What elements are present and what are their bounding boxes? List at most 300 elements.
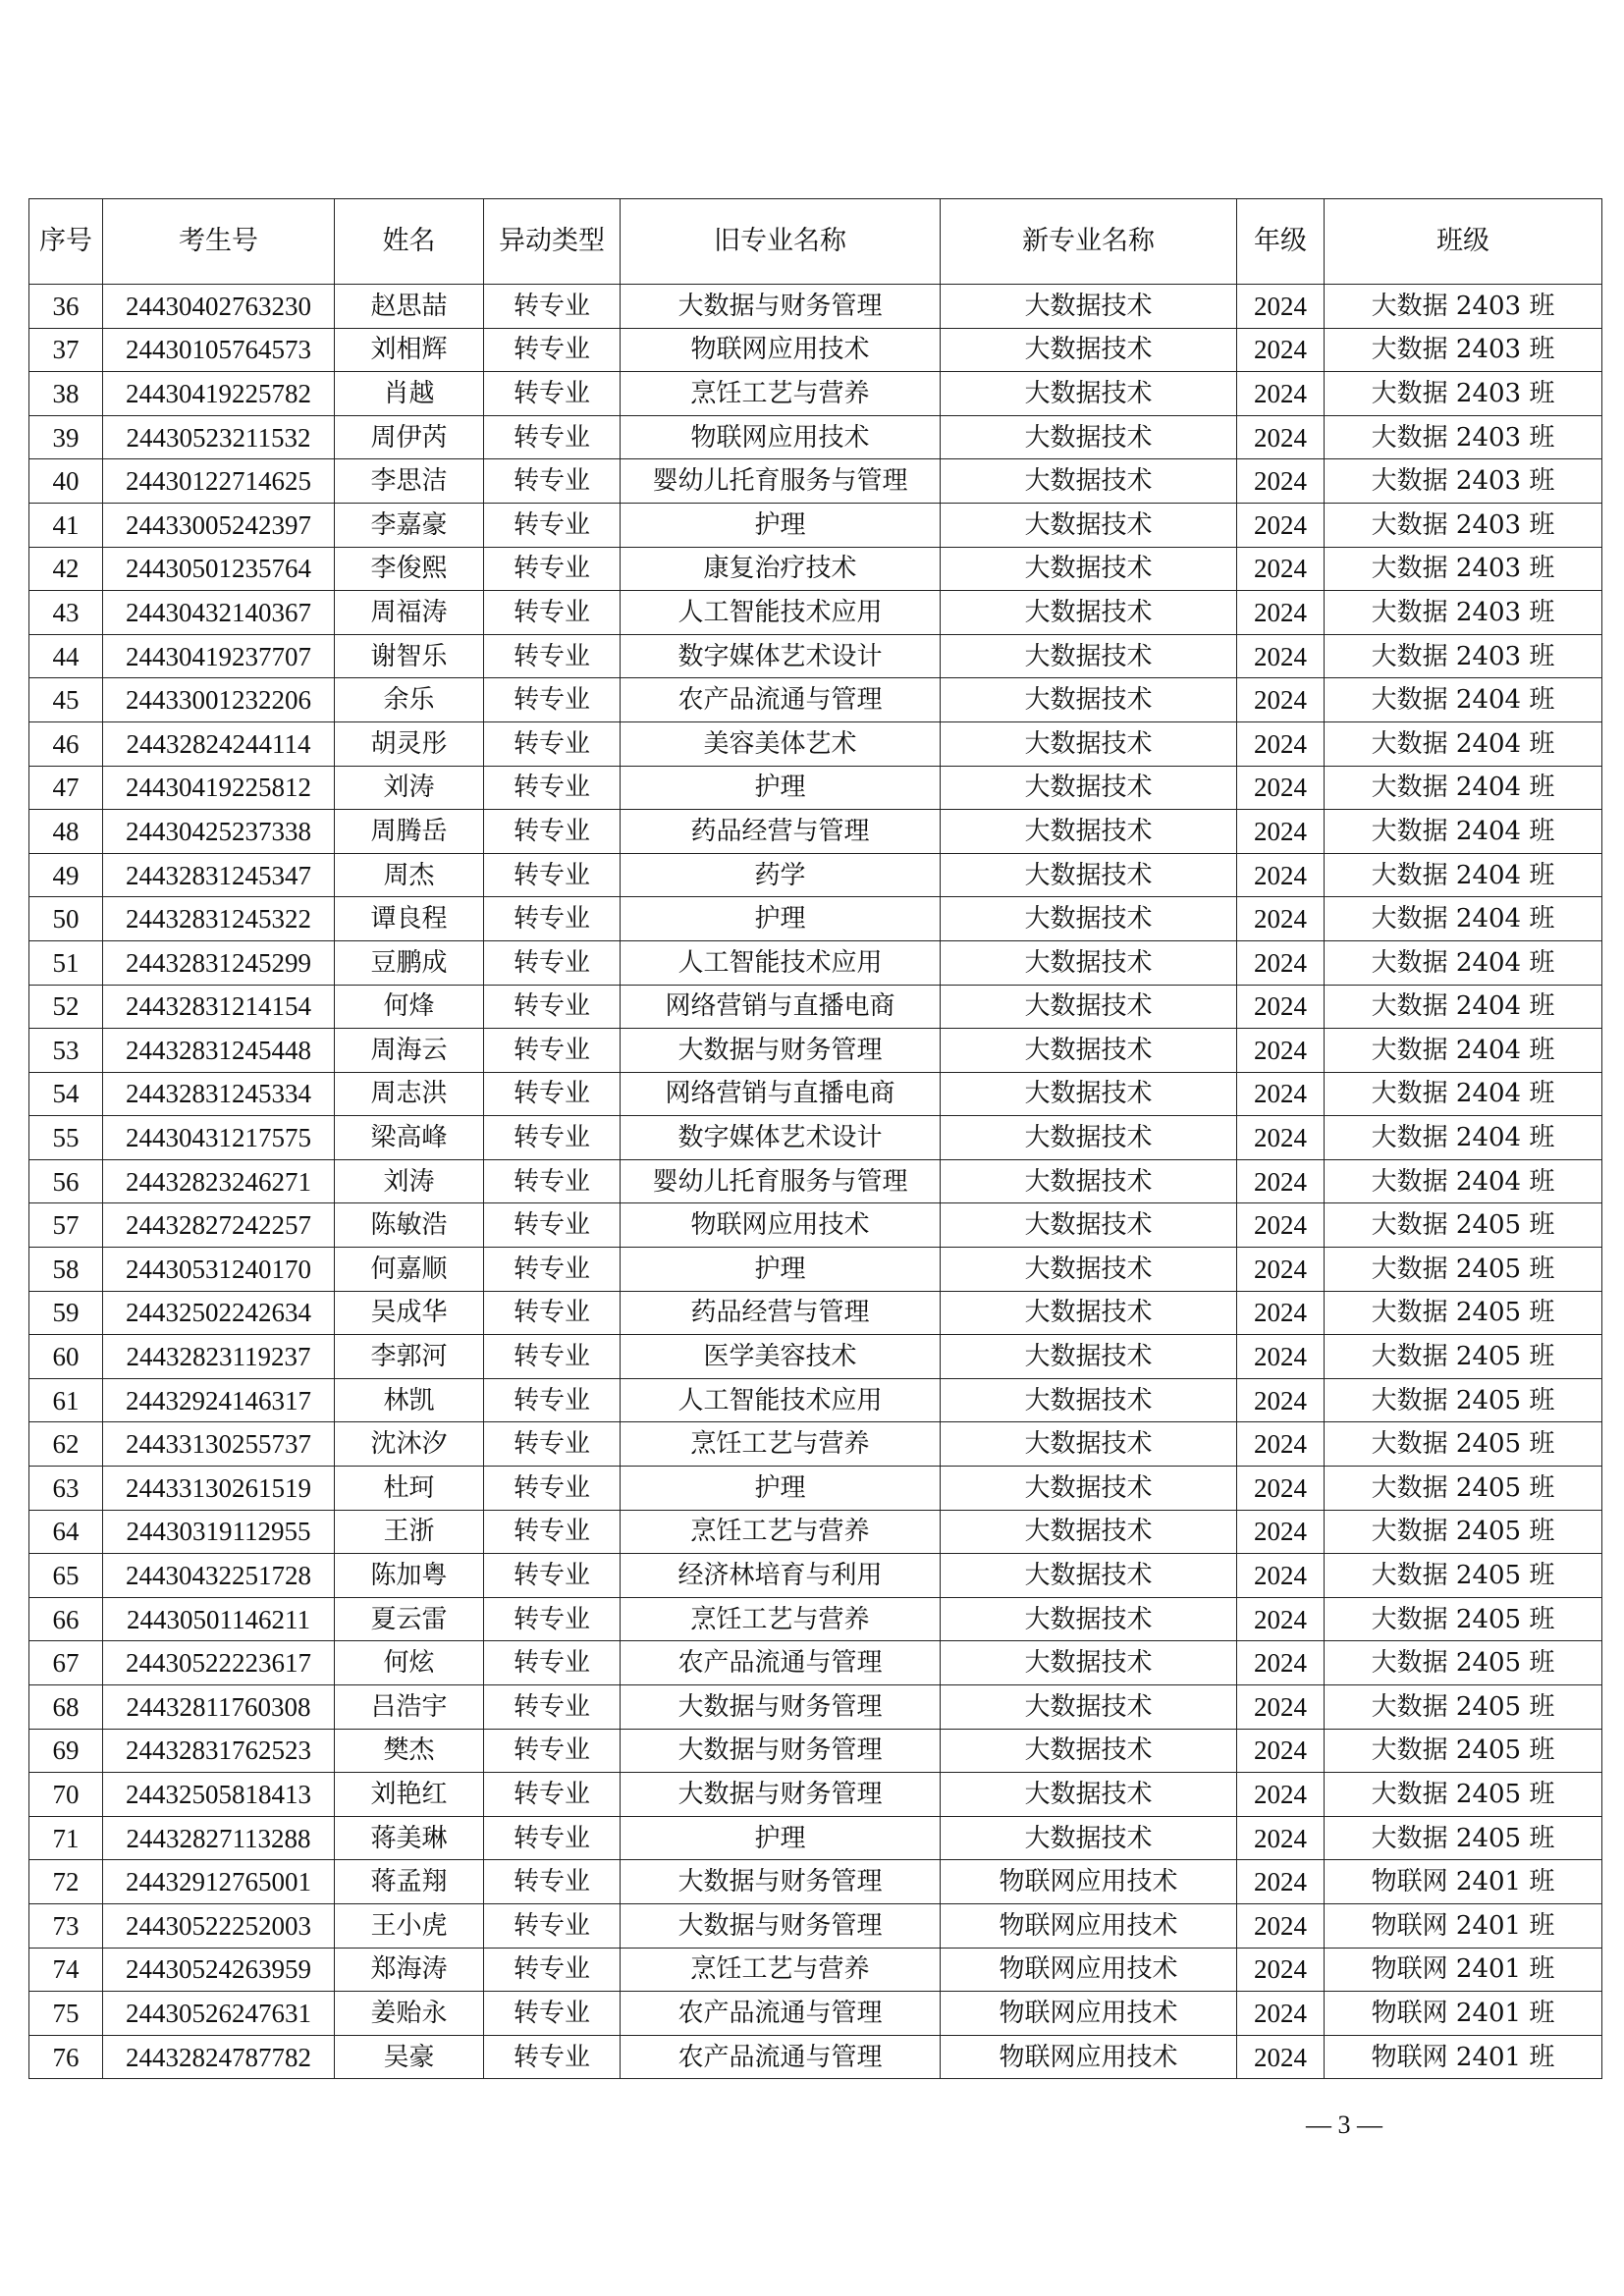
cell-old-major: 烹饪工艺与营养 [621, 1597, 941, 1641]
cell-name: 林凯 [335, 1378, 484, 1422]
cell-new-major: 大数据技术 [941, 678, 1237, 722]
cell-exam-id: 24432912765001 [103, 1860, 335, 1904]
cell-name: 李俊熙 [335, 547, 484, 591]
table-row [29, 285, 1602, 329]
header-change-type: 异动类型 [484, 199, 621, 285]
cell-grade: 2024 [1237, 1685, 1325, 1730]
table-row [29, 634, 1602, 678]
cell-name: 刘涛 [335, 766, 484, 810]
cell-old-major: 护理 [621, 1467, 941, 1511]
cell-class: 大数据 2404 班 [1325, 1072, 1602, 1116]
cell-class: 大数据 2404 班 [1325, 810, 1602, 854]
cell-grade: 2024 [1237, 1729, 1325, 1773]
cell-seq: 46 [29, 721, 103, 766]
cell-seq: 49 [29, 853, 103, 897]
cell-grade: 2024 [1237, 285, 1325, 329]
cell-exam-id: 24430419225782 [103, 372, 335, 416]
cell-grade: 2024 [1237, 328, 1325, 372]
cell-grade: 2024 [1237, 1116, 1325, 1160]
cell-new-major: 大数据技术 [941, 1816, 1237, 1860]
table-header-row [29, 199, 1602, 285]
cell-change-type: 转专业 [484, 547, 621, 591]
header-old-major: 旧专业名称 [621, 199, 941, 285]
cell-name: 胡灵彤 [335, 721, 484, 766]
cell-change-type: 转专业 [484, 1335, 621, 1379]
cell-seq: 71 [29, 1816, 103, 1860]
cell-class: 大数据 2405 班 [1325, 1510, 1602, 1554]
cell-old-major: 大数据与财务管理 [621, 285, 941, 329]
cell-name: 李思洁 [335, 459, 484, 504]
cell-old-major: 人工智能技术应用 [621, 591, 941, 635]
cell-new-major: 大数据技术 [941, 1685, 1237, 1730]
cell-new-major: 大数据技术 [941, 1378, 1237, 1422]
cell-change-type: 转专业 [484, 721, 621, 766]
cell-change-type: 转专业 [484, 1641, 621, 1685]
cell-seq: 76 [29, 2035, 103, 2079]
cell-new-major: 大数据技术 [941, 1729, 1237, 1773]
cell-exam-id: 24430319112955 [103, 1510, 335, 1554]
cell-class: 大数据 2404 班 [1325, 1159, 1602, 1203]
cell-seq: 75 [29, 1992, 103, 2036]
cell-exam-id: 24432824244114 [103, 721, 335, 766]
cell-name: 余乐 [335, 678, 484, 722]
cell-grade: 2024 [1237, 1422, 1325, 1467]
cell-new-major: 大数据技术 [941, 372, 1237, 416]
table-row [29, 721, 1602, 766]
cell-new-major: 大数据技术 [941, 1773, 1237, 1817]
cell-class: 大数据 2405 班 [1325, 1248, 1602, 1292]
header-class: 班级 [1325, 199, 1602, 285]
cell-grade: 2024 [1237, 1467, 1325, 1511]
cell-class: 物联网 2401 班 [1325, 1860, 1602, 1904]
table-row [29, 547, 1602, 591]
cell-name: 刘艳红 [335, 1773, 484, 1817]
cell-exam-id: 24430522252003 [103, 1903, 335, 1948]
cell-seq: 40 [29, 459, 103, 504]
cell-name: 谢智乐 [335, 634, 484, 678]
cell-name: 刘相辉 [335, 328, 484, 372]
cell-seq: 38 [29, 372, 103, 416]
cell-old-major: 护理 [621, 766, 941, 810]
table-row [29, 459, 1602, 504]
cell-change-type: 转专业 [484, 1597, 621, 1641]
cell-exam-id: 24432831214154 [103, 985, 335, 1029]
cell-old-major: 网络营销与直播电商 [621, 1072, 941, 1116]
cell-name: 豆鹏成 [335, 940, 484, 985]
cell-seq: 65 [29, 1554, 103, 1598]
cell-class: 物联网 2401 班 [1325, 1992, 1602, 2036]
cell-new-major: 大数据技术 [941, 415, 1237, 459]
cell-old-major: 护理 [621, 503, 941, 547]
cell-exam-id: 24433005242397 [103, 503, 335, 547]
cell-name: 吴成华 [335, 1291, 484, 1335]
cell-exam-id: 24430402763230 [103, 285, 335, 329]
cell-seq: 57 [29, 1203, 103, 1248]
cell-grade: 2024 [1237, 1597, 1325, 1641]
cell-exam-id: 24430501146211 [103, 1597, 335, 1641]
cell-old-major: 烹饪工艺与营养 [621, 1422, 941, 1467]
cell-new-major: 大数据技术 [941, 721, 1237, 766]
cell-new-major: 物联网应用技术 [941, 1860, 1237, 1904]
cell-change-type: 转专业 [484, 372, 621, 416]
cell-seq: 44 [29, 634, 103, 678]
cell-new-major: 大数据技术 [941, 1116, 1237, 1160]
cell-old-major: 物联网应用技术 [621, 1203, 941, 1248]
cell-grade: 2024 [1237, 1159, 1325, 1203]
cell-seq: 41 [29, 503, 103, 547]
cell-new-major: 大数据技术 [941, 328, 1237, 372]
table-row [29, 1159, 1602, 1203]
cell-old-major: 烹饪工艺与营养 [621, 372, 941, 416]
cell-exam-id: 24432823246271 [103, 1159, 335, 1203]
cell-change-type: 转专业 [484, 985, 621, 1029]
cell-new-major: 大数据技术 [941, 1291, 1237, 1335]
cell-change-type: 转专业 [484, 1116, 621, 1160]
cell-old-major: 数字媒体艺术设计 [621, 1116, 941, 1160]
table-row [29, 678, 1602, 722]
cell-change-type: 转专业 [484, 766, 621, 810]
cell-seq: 68 [29, 1685, 103, 1730]
cell-seq: 66 [29, 1597, 103, 1641]
table-row [29, 1335, 1602, 1379]
cell-class: 物联网 2401 班 [1325, 1948, 1602, 1992]
cell-old-major: 烹饪工艺与营养 [621, 1948, 941, 1992]
table-row [29, 1029, 1602, 1073]
cell-exam-id: 24430425237338 [103, 810, 335, 854]
cell-grade: 2024 [1237, 1291, 1325, 1335]
cell-grade: 2024 [1237, 897, 1325, 941]
cell-new-major: 大数据技术 [941, 1159, 1237, 1203]
cell-new-major: 大数据技术 [941, 1554, 1237, 1598]
cell-grade: 2024 [1237, 1903, 1325, 1948]
cell-grade: 2024 [1237, 1203, 1325, 1248]
table-row [29, 503, 1602, 547]
table-row [29, 1641, 1602, 1685]
cell-grade: 2024 [1237, 1510, 1325, 1554]
cell-class: 大数据 2403 班 [1325, 415, 1602, 459]
cell-change-type: 转专业 [484, 2035, 621, 2079]
cell-exam-id: 24432831245322 [103, 897, 335, 941]
cell-change-type: 转专业 [484, 1072, 621, 1116]
cell-exam-id: 24432824787782 [103, 2035, 335, 2079]
cell-exam-id: 24432924146317 [103, 1378, 335, 1422]
cell-exam-id: 24430522223617 [103, 1641, 335, 1685]
table-row [29, 1992, 1602, 2036]
cell-change-type: 转专业 [484, 415, 621, 459]
table-row [29, 415, 1602, 459]
cell-name: 陈加粤 [335, 1554, 484, 1598]
cell-name: 梁高峰 [335, 1116, 484, 1160]
header-new-major: 新专业名称 [941, 199, 1237, 285]
cell-name: 何炫 [335, 1641, 484, 1685]
cell-old-major: 美容美体艺术 [621, 721, 941, 766]
cell-change-type: 转专业 [484, 1291, 621, 1335]
cell-change-type: 转专业 [484, 1159, 621, 1203]
cell-change-type: 转专业 [484, 1685, 621, 1730]
cell-seq: 63 [29, 1467, 103, 1511]
cell-grade: 2024 [1237, 372, 1325, 416]
cell-grade: 2024 [1237, 1641, 1325, 1685]
cell-name: 周腾岳 [335, 810, 484, 854]
cell-name: 刘涛 [335, 1159, 484, 1203]
cell-class: 大数据 2405 班 [1325, 1685, 1602, 1730]
table-row [29, 766, 1602, 810]
cell-class: 大数据 2403 班 [1325, 328, 1602, 372]
cell-seq: 73 [29, 1903, 103, 1948]
cell-name: 夏云雷 [335, 1597, 484, 1641]
cell-seq: 69 [29, 1729, 103, 1773]
table-row [29, 372, 1602, 416]
cell-change-type: 转专业 [484, 1948, 621, 1992]
cell-change-type: 转专业 [484, 1773, 621, 1817]
cell-grade: 2024 [1237, 1072, 1325, 1116]
cell-new-major: 大数据技术 [941, 853, 1237, 897]
cell-new-major: 大数据技术 [941, 1422, 1237, 1467]
cell-old-major: 人工智能技术应用 [621, 940, 941, 985]
cell-seq: 74 [29, 1948, 103, 1992]
cell-new-major: 物联网应用技术 [941, 1948, 1237, 1992]
cell-old-major: 婴幼儿托育服务与管理 [621, 1159, 941, 1203]
cell-change-type: 转专业 [484, 503, 621, 547]
cell-seq: 36 [29, 285, 103, 329]
cell-name: 王浙 [335, 1510, 484, 1554]
cell-seq: 60 [29, 1335, 103, 1379]
cell-change-type: 转专业 [484, 940, 621, 985]
table-row [29, 591, 1602, 635]
cell-old-major: 康复治疗技术 [621, 547, 941, 591]
cell-old-major: 农产品流通与管理 [621, 678, 941, 722]
cell-class: 大数据 2404 班 [1325, 721, 1602, 766]
cell-change-type: 转专业 [484, 1992, 621, 2036]
cell-seq: 54 [29, 1072, 103, 1116]
cell-old-major: 烹饪工艺与营养 [621, 1510, 941, 1554]
cell-exam-id: 24430419237707 [103, 634, 335, 678]
cell-exam-id: 24432827113288 [103, 1816, 335, 1860]
cell-exam-id: 24433130255737 [103, 1422, 335, 1467]
cell-seq: 55 [29, 1116, 103, 1160]
table-row [29, 1467, 1602, 1511]
cell-class: 大数据 2405 班 [1325, 1554, 1602, 1598]
table-row [29, 2035, 1602, 2079]
cell-class: 大数据 2405 班 [1325, 1773, 1602, 1817]
cell-class: 大数据 2403 班 [1325, 285, 1602, 329]
cell-seq: 43 [29, 591, 103, 635]
cell-grade: 2024 [1237, 678, 1325, 722]
cell-change-type: 转专业 [484, 1248, 621, 1292]
cell-new-major: 大数据技术 [941, 503, 1237, 547]
cell-class: 大数据 2404 班 [1325, 940, 1602, 985]
table-row [29, 1554, 1602, 1598]
cell-exam-id: 24432831245347 [103, 853, 335, 897]
cell-exam-id: 24430432251728 [103, 1554, 335, 1598]
cell-seq: 50 [29, 897, 103, 941]
cell-grade: 2024 [1237, 459, 1325, 504]
cell-grade: 2024 [1237, 810, 1325, 854]
cell-grade: 2024 [1237, 1773, 1325, 1817]
cell-old-major: 护理 [621, 1248, 941, 1292]
cell-exam-id: 24430431217575 [103, 1116, 335, 1160]
cell-new-major: 大数据技术 [941, 940, 1237, 985]
cell-seq: 62 [29, 1422, 103, 1467]
cell-class: 大数据 2404 班 [1325, 985, 1602, 1029]
header-exam-id: 考生号 [103, 199, 335, 285]
cell-name: 肖越 [335, 372, 484, 416]
cell-old-major: 大数据与财务管理 [621, 1685, 941, 1730]
transfer-table [28, 198, 1602, 2079]
cell-name: 赵思喆 [335, 285, 484, 329]
cell-grade: 2024 [1237, 940, 1325, 985]
cell-change-type: 转专业 [484, 1860, 621, 1904]
cell-grade: 2024 [1237, 1948, 1325, 1992]
cell-class: 大数据 2405 班 [1325, 1203, 1602, 1248]
cell-exam-id: 24432811760308 [103, 1685, 335, 1730]
cell-seq: 58 [29, 1248, 103, 1292]
cell-old-major: 医学美容技术 [621, 1335, 941, 1379]
cell-old-major: 护理 [621, 897, 941, 941]
cell-new-major: 大数据技术 [941, 766, 1237, 810]
cell-exam-id: 24432502242634 [103, 1291, 335, 1335]
cell-old-major: 人工智能技术应用 [621, 1378, 941, 1422]
cell-class: 物联网 2401 班 [1325, 2035, 1602, 2079]
cell-new-major: 物联网应用技术 [941, 2035, 1237, 2079]
table-row [29, 1816, 1602, 1860]
cell-change-type: 转专业 [484, 1029, 621, 1073]
cell-class: 大数据 2403 班 [1325, 503, 1602, 547]
cell-grade: 2024 [1237, 634, 1325, 678]
cell-name: 吕浩宇 [335, 1685, 484, 1730]
cell-grade: 2024 [1237, 1554, 1325, 1598]
cell-change-type: 转专业 [484, 1203, 621, 1248]
cell-new-major: 大数据技术 [941, 1641, 1237, 1685]
cell-new-major: 大数据技术 [941, 634, 1237, 678]
cell-seq: 70 [29, 1773, 103, 1817]
cell-class: 物联网 2401 班 [1325, 1903, 1602, 1948]
cell-old-major: 大数据与财务管理 [621, 1773, 941, 1817]
cell-seq: 48 [29, 810, 103, 854]
cell-name: 蒋美琳 [335, 1816, 484, 1860]
cell-old-major: 大数据与财务管理 [621, 1903, 941, 1948]
table-row [29, 940, 1602, 985]
cell-class: 大数据 2403 班 [1325, 459, 1602, 504]
table-row [29, 853, 1602, 897]
cell-old-major: 农产品流通与管理 [621, 2035, 941, 2079]
cell-old-major: 大数据与财务管理 [621, 1729, 941, 1773]
table-row [29, 1729, 1602, 1773]
cell-grade: 2024 [1237, 721, 1325, 766]
table-row [29, 1948, 1602, 1992]
cell-class: 大数据 2403 班 [1325, 372, 1602, 416]
cell-seq: 51 [29, 940, 103, 985]
cell-name: 蒋孟翔 [335, 1860, 484, 1904]
cell-new-major: 大数据技术 [941, 547, 1237, 591]
cell-grade: 2024 [1237, 1378, 1325, 1422]
table-row [29, 328, 1602, 372]
cell-grade: 2024 [1237, 1029, 1325, 1073]
cell-new-major: 大数据技术 [941, 810, 1237, 854]
cell-new-major: 大数据技术 [941, 1597, 1237, 1641]
cell-exam-id: 24432823119237 [103, 1335, 335, 1379]
cell-class: 大数据 2404 班 [1325, 1116, 1602, 1160]
cell-new-major: 大数据技术 [941, 897, 1237, 941]
cell-name: 樊杰 [335, 1729, 484, 1773]
cell-change-type: 转专业 [484, 1903, 621, 1948]
cell-old-major: 农产品流通与管理 [621, 1641, 941, 1685]
cell-seq: 37 [29, 328, 103, 372]
table-row [29, 1510, 1602, 1554]
cell-grade: 2024 [1237, 1248, 1325, 1292]
cell-seq: 56 [29, 1159, 103, 1203]
cell-change-type: 转专业 [484, 634, 621, 678]
cell-old-major: 婴幼儿托育服务与管理 [621, 459, 941, 504]
cell-grade: 2024 [1237, 415, 1325, 459]
cell-change-type: 转专业 [484, 1467, 621, 1511]
cell-class: 大数据 2403 班 [1325, 547, 1602, 591]
cell-class: 大数据 2404 班 [1325, 1029, 1602, 1073]
cell-change-type: 转专业 [484, 853, 621, 897]
cell-change-type: 转专业 [484, 328, 621, 372]
cell-name: 谭良程 [335, 897, 484, 941]
cell-new-major: 大数据技术 [941, 1072, 1237, 1116]
cell-new-major: 大数据技术 [941, 985, 1237, 1029]
cell-grade: 2024 [1237, 547, 1325, 591]
table-row [29, 1597, 1602, 1641]
cell-grade: 2024 [1237, 1860, 1325, 1904]
cell-change-type: 转专业 [484, 1510, 621, 1554]
cell-class: 大数据 2405 班 [1325, 1467, 1602, 1511]
table-row [29, 1291, 1602, 1335]
cell-old-major: 物联网应用技术 [621, 415, 941, 459]
cell-new-major: 大数据技术 [941, 1335, 1237, 1379]
cell-grade: 2024 [1237, 985, 1325, 1029]
cell-class: 大数据 2405 班 [1325, 1597, 1602, 1641]
cell-class: 大数据 2405 班 [1325, 1378, 1602, 1422]
cell-class: 大数据 2404 班 [1325, 897, 1602, 941]
cell-name: 姜贻永 [335, 1992, 484, 2036]
cell-class: 大数据 2405 班 [1325, 1335, 1602, 1379]
cell-name: 何嘉顺 [335, 1248, 484, 1292]
table-row [29, 1860, 1602, 1904]
table-row [29, 985, 1602, 1029]
table-row [29, 1422, 1602, 1467]
cell-exam-id: 24433001232206 [103, 678, 335, 722]
cell-exam-id: 24430526247631 [103, 1992, 335, 2036]
cell-class: 大数据 2404 班 [1325, 853, 1602, 897]
cell-seq: 47 [29, 766, 103, 810]
cell-new-major: 大数据技术 [941, 1467, 1237, 1511]
cell-exam-id: 24432831245299 [103, 940, 335, 985]
table-row [29, 810, 1602, 854]
cell-exam-id: 24432831245448 [103, 1029, 335, 1073]
table-row [29, 1248, 1602, 1292]
cell-old-major: 经济林培育与利用 [621, 1554, 941, 1598]
cell-name: 陈敏浩 [335, 1203, 484, 1248]
cell-class: 大数据 2403 班 [1325, 591, 1602, 635]
header-seq: 序号 [29, 199, 103, 285]
cell-grade: 2024 [1237, 853, 1325, 897]
cell-class: 大数据 2405 班 [1325, 1816, 1602, 1860]
cell-name: 吴豪 [335, 2035, 484, 2079]
cell-old-major: 护理 [621, 1816, 941, 1860]
cell-seq: 53 [29, 1029, 103, 1073]
cell-seq: 67 [29, 1641, 103, 1685]
cell-exam-id: 24430523211532 [103, 415, 335, 459]
cell-change-type: 转专业 [484, 897, 621, 941]
cell-change-type: 转专业 [484, 1729, 621, 1773]
cell-name: 周福涛 [335, 591, 484, 635]
cell-grade: 2024 [1237, 503, 1325, 547]
cell-name: 周海云 [335, 1029, 484, 1073]
cell-seq: 52 [29, 985, 103, 1029]
